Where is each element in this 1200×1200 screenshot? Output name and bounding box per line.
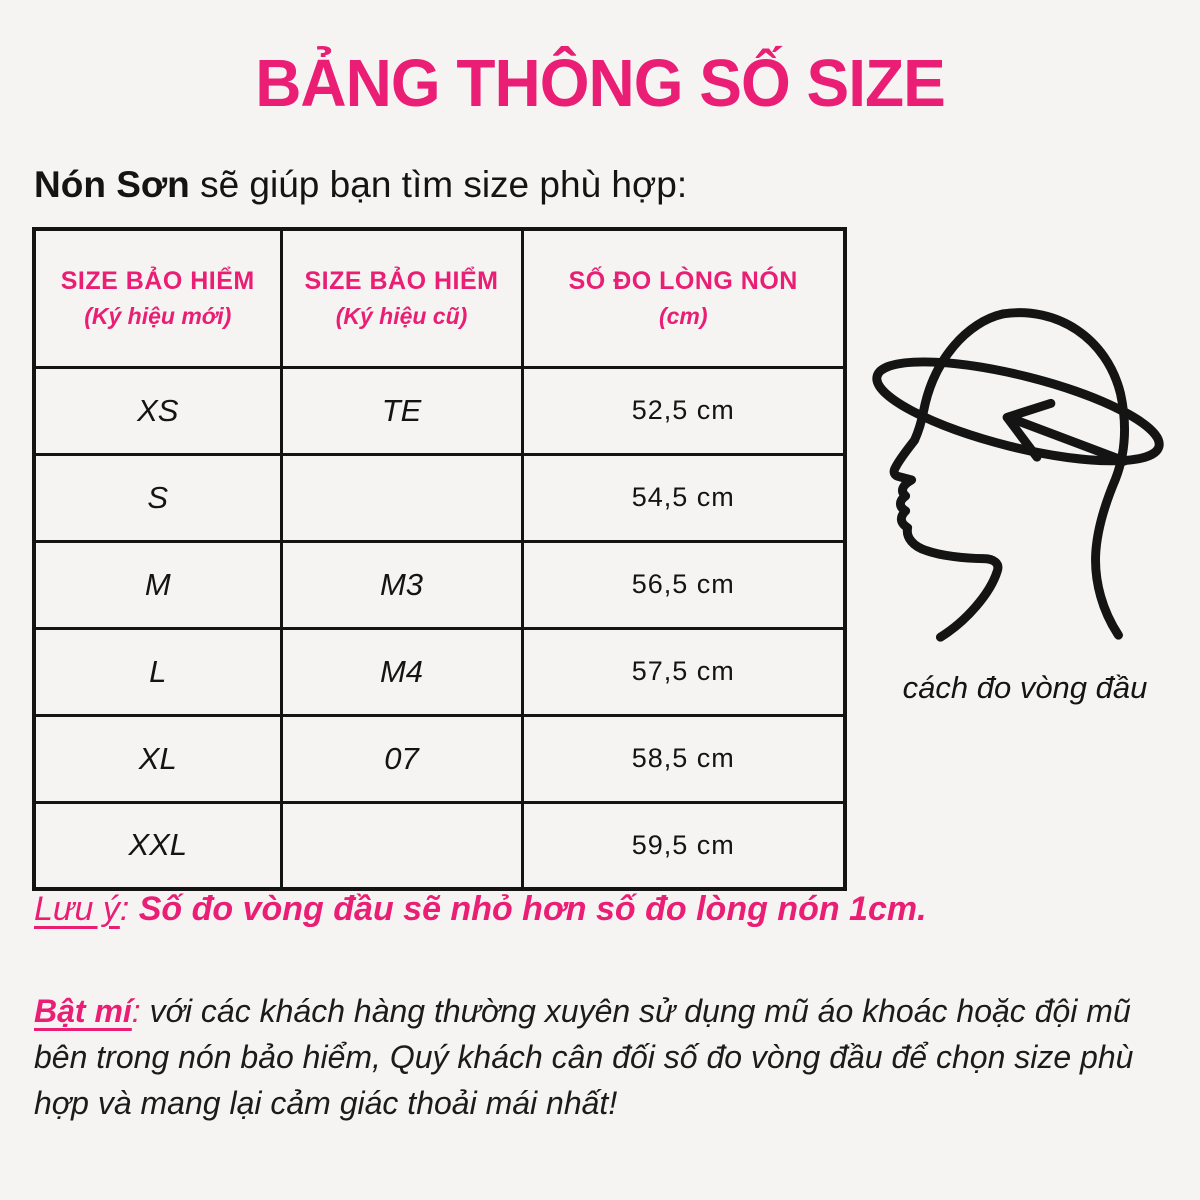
header-subtitle: (Ký hiệu cũ) <box>335 302 468 329</box>
header-title: SIZE BẢO HIỂM <box>304 266 499 295</box>
note-bat-mi-text: với các khách hàng thường xuyên sử dụng mũ áo khoác hoặc đội mũ bên trong nón bảo hiểm, Quý khách cân đối số đo vòng đầu để chọn size phù hợp và mang lại cảm giác thoải mái nhất! <box>34 993 1134 1122</box>
measure-cell: 57,5 cm <box>522 628 845 715</box>
note-luu-y <box>34 890 927 929</box>
table-header-row <box>34 229 845 367</box>
table-row <box>34 802 845 889</box>
header-inner-measure <box>522 229 845 367</box>
measure-cell: 52,5 cm <box>522 367 845 454</box>
new-size-cell: M <box>34 541 281 628</box>
old-size-cell <box>281 454 522 541</box>
old-size-cell <box>281 802 522 889</box>
note-bat-mi <box>34 988 1174 1126</box>
note-luu-y-separator: : <box>119 890 139 928</box>
brand-name: Nón Sơn <box>34 164 190 205</box>
page-title: BẢNG THÔNG SỐ SIZE <box>255 45 945 121</box>
new-size-cell: L <box>34 628 281 715</box>
header-subtitle: (cm) <box>658 302 708 329</box>
old-size-cell: M4 <box>281 628 522 715</box>
measure-cell: 59,5 cm <box>522 802 845 889</box>
note-luu-y-label: Lưu ý <box>34 890 120 928</box>
old-size-cell: TE <box>281 367 522 454</box>
table-row <box>34 367 845 454</box>
measure-cell: 54,5 cm <box>522 454 845 541</box>
note-bat-mi-separator: : <box>131 993 150 1029</box>
size-table <box>32 227 847 891</box>
header-subtitle: (Ký hiệu mới) <box>84 302 232 329</box>
intro-text: sẽ giúp bạn tìm size phù hợp: <box>189 164 688 205</box>
header-new-size <box>34 229 281 367</box>
head-profile-illustration <box>855 292 1190 670</box>
header-title: SIZE BẢO HIỂM <box>60 266 255 295</box>
new-size-cell: XS <box>34 367 281 454</box>
table-row <box>34 628 845 715</box>
note-luu-y-text: Số đo vòng đầu sẽ nhỏ hơn số đo lòng nón 1cm. <box>138 890 927 928</box>
table-row <box>34 715 845 802</box>
measure-cell: 56,5 cm <box>522 541 845 628</box>
new-size-cell: XXL <box>34 802 281 889</box>
table-row <box>34 541 845 628</box>
note-bat-mi-label: Bật mí <box>34 993 132 1029</box>
new-size-cell: XL <box>34 715 281 802</box>
back-of-head <box>1003 313 1125 636</box>
head-measurement-diagram <box>855 292 1195 706</box>
intro-line <box>34 164 687 206</box>
table-row <box>34 454 845 541</box>
measure-cell: 58,5 cm <box>522 715 845 802</box>
old-size-cell: M3 <box>281 541 522 628</box>
old-size-cell: 07 <box>281 715 522 802</box>
illustration-caption: cách đo vòng đầu <box>902 670 1148 705</box>
new-size-cell: S <box>34 454 281 541</box>
header-old-size <box>281 229 522 367</box>
header-title: SỐ ĐO LÒNG NÓN <box>568 266 798 295</box>
